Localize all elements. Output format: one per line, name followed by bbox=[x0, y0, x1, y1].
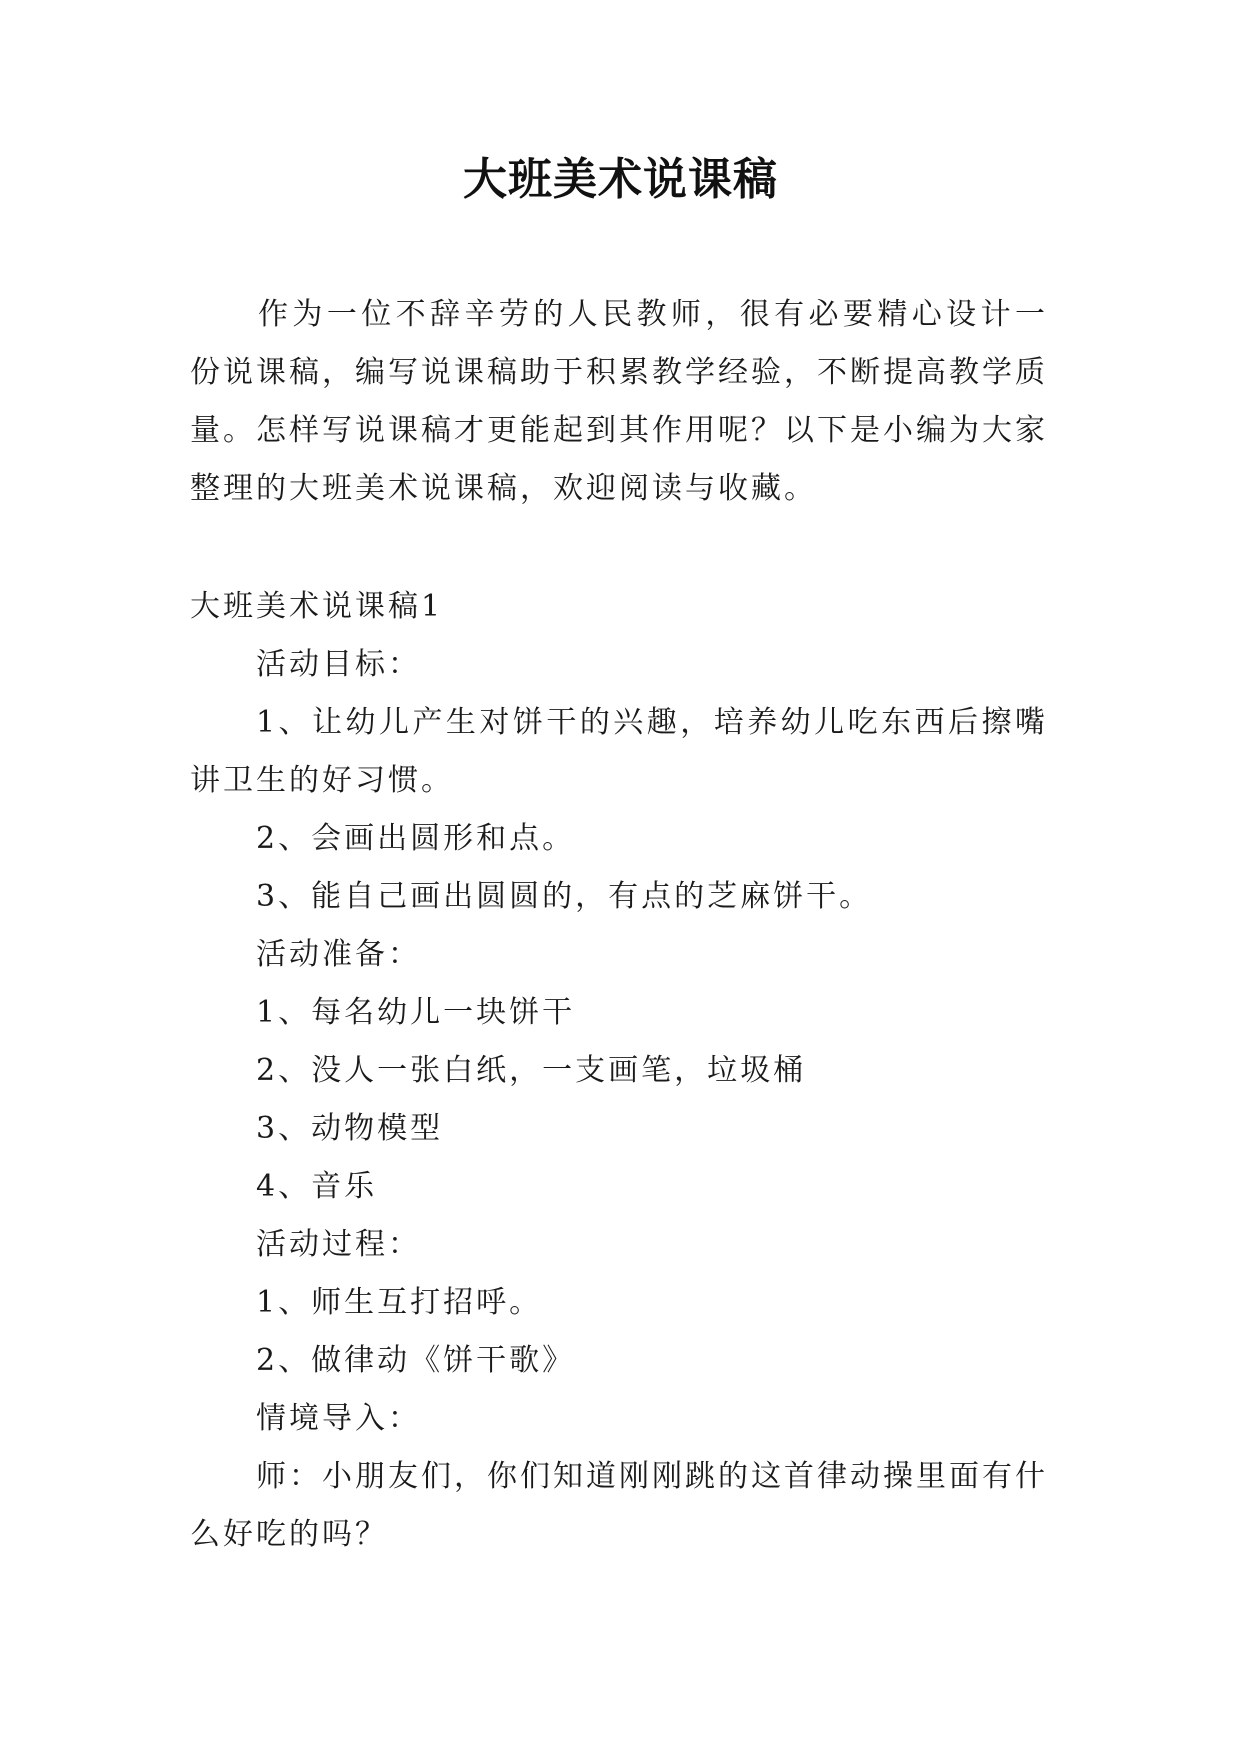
paragraph-line: 2、没人一张白纸，一支画笔，垃圾桶 bbox=[256, 1053, 807, 1088]
paragraph-line: 情境导入： bbox=[256, 1401, 421, 1436]
paragraph-line: 活动准备： bbox=[256, 937, 421, 972]
paragraph-line: 1、每名幼儿一块饼干 bbox=[256, 995, 576, 1030]
paragraph-line: 2、会画出圆形和点。 bbox=[256, 821, 576, 856]
document-body bbox=[190, 578, 1048, 1564]
paragraph-line: 活动目标： bbox=[256, 647, 421, 682]
paragraph-line: 4、音乐 bbox=[256, 1169, 378, 1204]
paragraph-line: 3、动物模型 bbox=[256, 1111, 444, 1146]
paragraph-line: 3、能自己画出圆圆的，有点的芝麻饼干。 bbox=[256, 879, 873, 914]
paragraph-line: 2、做律动《饼干歌》 bbox=[256, 1343, 576, 1378]
paragraph-line: 活动过程： bbox=[256, 1227, 421, 1262]
paragraph-line: 1、让幼儿产生对饼干的兴趣，培养幼儿吃东西后擦嘴讲卫生的好习惯。 bbox=[190, 705, 1048, 798]
intro-paragraph: 作为一位不辞辛劳的人民教师，很有必要精心设计一份说课稿，编写说课稿助于积累教学经验，不断提高教学质量。怎样写说课稿才更能起到其作用呢？以下是小编为大家整理的大班美术说课稿，欢迎阅读与收藏。 bbox=[190, 297, 1048, 506]
page-title: 大班美术说课稿 bbox=[463, 154, 778, 205]
section-heading: 大班美术说课稿1 bbox=[190, 589, 444, 624]
paragraph-line: 1、师生互打招呼。 bbox=[256, 1285, 543, 1320]
paragraph-line: 师：小朋友们，你们知道刚刚跳的这首律动操里面有什么好吃的吗？ bbox=[190, 1459, 1048, 1552]
